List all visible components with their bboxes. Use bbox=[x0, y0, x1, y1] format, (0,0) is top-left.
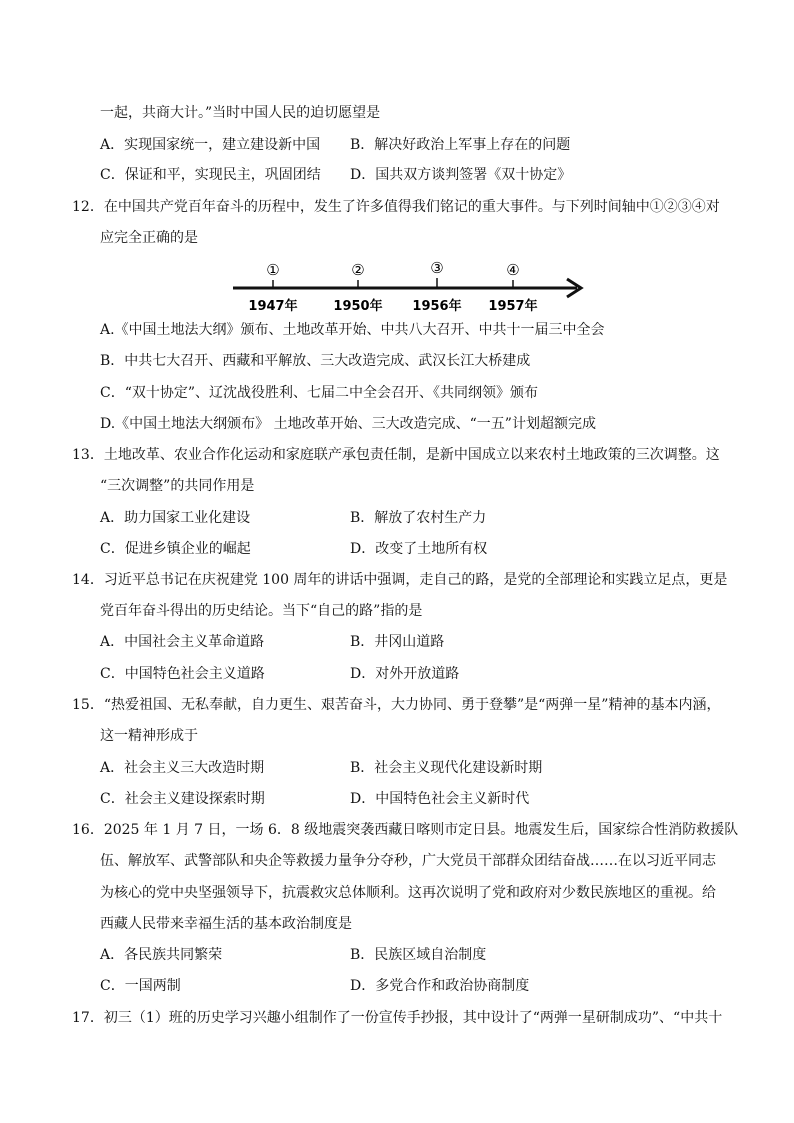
q16-option-d[interactable]: D．多党合作和政治协商制度 bbox=[350, 978, 530, 994]
q16-stem-line2: 伍、解放军、武警部队和央企等救援力量争分夺秒，广大党员干部群众团结奋战……在以习近平同志 bbox=[100, 853, 716, 869]
q12-option-c[interactable]: C．“双十协定”、辽沈战役胜利、七届二中全会召开、《共同纲领》颁布 bbox=[100, 385, 539, 401]
q13-option-c[interactable]: C．促进乡镇企业的崛起 bbox=[100, 541, 251, 557]
timeline-year-4: 1957年 bbox=[488, 299, 538, 314]
timeline-year-2: 1950年 bbox=[333, 299, 383, 314]
q15-option-a[interactable]: A．社会主义三大改造时期 bbox=[100, 760, 265, 776]
q12-option-b[interactable]: B．中共七大召开、西藏和平解放、三大改造完成、武汉长江大桥建成 bbox=[100, 353, 531, 369]
q16-stem-line4: 西藏人民带来幸福生活的基本政治制度是 bbox=[100, 916, 352, 932]
q16-stem-line1: 16．2025 年 1 月 7 日，一场 6．8 级地震突袭西藏日喀则市定日县。地震发生后，国家综合性消防救援队 bbox=[72, 822, 739, 838]
q11-option-a[interactable]: A．实现国家统一，建立建设新中国 bbox=[100, 137, 321, 153]
q11-stem-continuation: 一起，共商大计。”当时中国人民的迫切愿望是 bbox=[100, 105, 381, 121]
q15-stem-line2: 这一精神形成于 bbox=[100, 728, 198, 744]
q15-option-d[interactable]: D．中国特色社会主义新时代 bbox=[350, 791, 530, 807]
q14-option-c[interactable]: C．中国特色社会主义道路 bbox=[100, 666, 265, 682]
timeline-figure bbox=[225, 258, 590, 316]
q14-stem-line1: 14．习近平总书记在庆祝建党 100 周年的讲话中强调，走自己的路，是党的全部理论和实践立足点，更是 bbox=[72, 572, 728, 588]
q13-stem-line1: 13．土地改革、农业合作化运动和家庭联产承包责任制，是新中国成立以来农村土地政策的三次调整。这 bbox=[72, 447, 720, 463]
timeline-marker-4: ④ bbox=[506, 261, 520, 279]
q16-option-b[interactable]: B．民族区域自治制度 bbox=[350, 947, 487, 963]
q14-stem-line2: 党百年奋斗得出的历史结论。当下“自己的路”指的是 bbox=[100, 603, 423, 619]
q17-stem-line1: 17．初三（1）班的历史学习兴趣小组制作了一份宣传手抄报，其中设计了“两弹一星研制成功”、“中共十 bbox=[72, 1010, 723, 1026]
timeline-marker-1: ① bbox=[266, 261, 280, 279]
q13-option-d[interactable]: D．改变了土地所有权 bbox=[350, 541, 488, 557]
q11-option-d[interactable]: D．国共双方谈判签署《双十协定》 bbox=[350, 167, 572, 183]
q12-option-d[interactable]: D.《中国土地法大纲颁布》 土地改革开始、三大改造完成、“一五”计划超额完成 bbox=[100, 416, 596, 432]
q16-option-c[interactable]: C．一国两制 bbox=[100, 978, 181, 994]
q12-stem-line2: 应完全正确的是 bbox=[100, 230, 198, 246]
timeline-year-1: 1947年 bbox=[248, 299, 298, 314]
q16-option-a[interactable]: A．各民族共同繁荣 bbox=[100, 947, 223, 963]
q15-option-c[interactable]: C．社会主义建设探索时期 bbox=[100, 791, 265, 807]
q11-option-b[interactable]: B．解决好政治上军事上存在的问题 bbox=[350, 137, 571, 153]
q12-option-a[interactable]: A.《中国土地法大纲》颁布、土地改革开始、中共八大召开、中共十一届三中全会 bbox=[100, 322, 605, 338]
q11-option-c[interactable]: C．保证和平，实现民主，巩固团结 bbox=[100, 167, 321, 183]
timeline-marker-3: ③ bbox=[430, 259, 444, 277]
q13-stem-line2: “三次调整”的共同作用是 bbox=[100, 478, 255, 494]
q16-stem-line3: 为核心的党中央坚强领导下，抗震救灾总体顺利。这再次说明了党和政府对少数民族地区的重视。给 bbox=[100, 885, 716, 901]
q12-stem-line1: 12．在中国共产党百年奋斗的历程中，发生了许多值得我们铭记的重大事件。与下列时间轴中①②③④对 bbox=[72, 199, 720, 215]
q14-option-b[interactable]: B．井冈山道路 bbox=[350, 634, 445, 650]
timeline-year-3: 1956年 bbox=[412, 299, 462, 314]
q15-option-b[interactable]: B．社会主义现代化建设新时期 bbox=[350, 760, 543, 776]
q14-option-a[interactable]: A．中国社会主义革命道路 bbox=[100, 634, 265, 650]
q15-stem-line1: 15．“热爱祖国、无私奉献，自力更生、艰苦奋斗，大力协同、勇于登攀”是“两弹一星”精神的基本内涵， bbox=[72, 697, 721, 713]
timeline-marker-2: ② bbox=[351, 261, 365, 279]
q13-option-b[interactable]: B．解放了农村生产力 bbox=[350, 510, 487, 526]
q13-option-a[interactable]: A．助力国家工业化建设 bbox=[100, 510, 251, 526]
q14-option-d[interactable]: D．对外开放道路 bbox=[350, 666, 460, 682]
